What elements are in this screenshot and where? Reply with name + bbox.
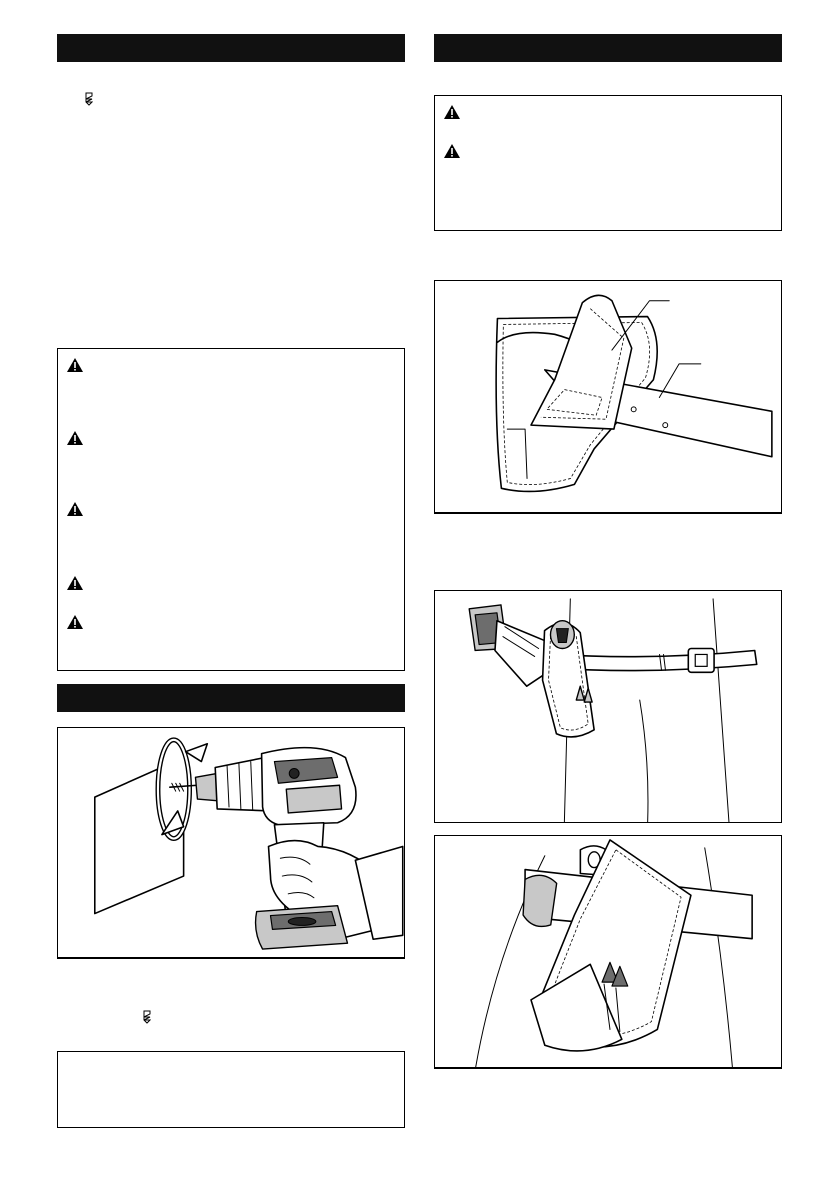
warning-triangle-icon	[443, 143, 461, 159]
figure-holster-strap	[434, 280, 782, 514]
holster-closeup-illustration	[435, 836, 781, 1067]
warning-triangle-icon	[66, 501, 84, 517]
drill-bit-icon	[143, 1010, 151, 1024]
section-header-right-top	[434, 34, 782, 62]
holster-strap-illustration	[435, 281, 781, 512]
warning-box-left	[57, 348, 405, 671]
warning-triangle-icon	[66, 430, 84, 446]
section-header-left-bottom-text	[57, 690, 65, 706]
figure-holster-worn	[434, 590, 782, 823]
warning-triangle-icon	[66, 357, 84, 373]
section-header-left-top-text	[57, 40, 65, 56]
warning-triangle-icon	[66, 614, 84, 630]
section-header-right-top-text	[434, 40, 442, 56]
drill-illustration	[58, 728, 404, 957]
section-header-left-bottom	[57, 684, 405, 712]
holster-worn-illustration	[435, 591, 781, 822]
warning-triangle-icon	[443, 104, 461, 120]
figure-holster-closeup	[434, 835, 782, 1069]
drill-bit-icon	[85, 92, 93, 106]
figure-drill-screwing	[57, 727, 405, 959]
warning-triangle-icon	[66, 575, 84, 591]
section-header-left-top	[57, 34, 405, 62]
warning-box-right	[434, 95, 782, 231]
note-box-left	[57, 1051, 405, 1128]
